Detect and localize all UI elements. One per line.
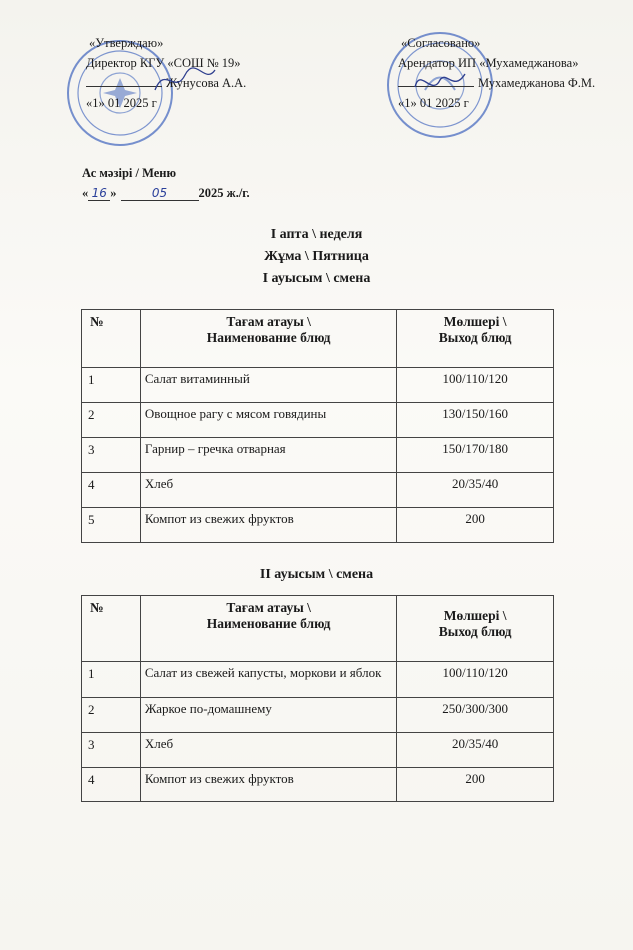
table-row bbox=[82, 368, 554, 403]
dish-name: Салат из свежей капусты, моркови и яблок bbox=[140, 662, 396, 698]
col-name-ru: Наименование блюд bbox=[206, 616, 331, 631]
dish-name: Салат витаминный bbox=[140, 368, 396, 403]
col-name-kz: Тағам атауы \ bbox=[226, 600, 311, 615]
col-qty-header bbox=[397, 596, 554, 662]
dish-quantity: 20/35/40 bbox=[397, 733, 554, 768]
approval-title: «Утверждаю» bbox=[89, 36, 164, 50]
col-qty-ru: Выход блюд bbox=[438, 330, 512, 345]
dish-name: Компот из свежих фруктов bbox=[140, 508, 396, 543]
col-qty-kz: Мөлшері \ bbox=[443, 608, 507, 623]
dish-quantity: 20/35/40 bbox=[397, 473, 554, 508]
row-number: 2 bbox=[82, 698, 141, 733]
date-day: 16 bbox=[88, 186, 110, 201]
row-number: 1 bbox=[82, 368, 141, 403]
approval-position: Арендатор ИП «Мухамеджанова» bbox=[398, 56, 579, 70]
day-title: Жұма \ Пятница bbox=[264, 249, 369, 264]
table-row bbox=[82, 733, 554, 768]
dish-name: Овощное рагу с мясом говядины bbox=[140, 403, 396, 438]
row-number: 5 bbox=[82, 508, 141, 543]
table-row bbox=[82, 508, 554, 543]
table-row bbox=[82, 403, 554, 438]
row-number: 4 bbox=[82, 473, 141, 508]
col-qty-header bbox=[397, 310, 554, 368]
date-month: 05 bbox=[121, 186, 199, 201]
table-row bbox=[82, 768, 554, 802]
row-number: 2 bbox=[82, 403, 141, 438]
dish-name: Гарнир – гречка отварная bbox=[140, 438, 396, 473]
week-title: I апта \ неделя bbox=[270, 227, 363, 242]
approval-name: Жунусова А.А. bbox=[166, 76, 247, 90]
dish-quantity: 130/150/160 bbox=[397, 403, 554, 438]
approval-date: «1» 01 2025 г bbox=[86, 96, 157, 110]
dish-quantity: 200 bbox=[397, 768, 554, 802]
table-row bbox=[82, 698, 554, 733]
approval-name: Мухамеджанова Ф.М. bbox=[478, 76, 596, 90]
menu-date bbox=[82, 186, 250, 201]
col-name-kz: Тағам атауы \ bbox=[226, 314, 311, 329]
row-number: 4 bbox=[82, 768, 141, 802]
signature-left bbox=[150, 60, 220, 100]
table-header-row bbox=[82, 596, 554, 662]
dish-quantity: 250/300/300 bbox=[397, 698, 554, 733]
date-open-quote: « bbox=[82, 186, 89, 200]
shift1-title: I ауысым \ смена bbox=[262, 271, 371, 286]
col-name-ru: Наименование блюд bbox=[206, 330, 331, 345]
col-name-header bbox=[140, 310, 396, 368]
table-row bbox=[82, 438, 554, 473]
menu-label: Ас мәзірі / Меню bbox=[82, 166, 177, 180]
dish-quantity: 200 bbox=[397, 508, 554, 543]
dish-name: Жаркое по-домашнему bbox=[140, 698, 396, 733]
approval-title: «Согласовано» bbox=[401, 36, 481, 50]
col-name-header bbox=[140, 596, 396, 662]
dish-name: Компот из свежих фруктов bbox=[140, 768, 396, 802]
approval-position: Директор КГУ «СОШ № 19» bbox=[86, 56, 241, 70]
row-number: 3 bbox=[82, 733, 141, 768]
shift2-menu-table bbox=[81, 595, 554, 802]
dish-name: Хлеб bbox=[140, 473, 396, 508]
row-number: 1 bbox=[82, 662, 141, 698]
signature-right bbox=[410, 62, 470, 102]
dish-quantity: 150/170/180 bbox=[397, 438, 554, 473]
shift2-title: II ауысым \ смена bbox=[259, 567, 374, 582]
approval-date: «1» 01 2025 г bbox=[398, 96, 469, 110]
col-num-header: № bbox=[82, 596, 141, 662]
dish-name: Хлеб bbox=[140, 733, 396, 768]
date-year: 2025 ж./г. bbox=[198, 186, 250, 200]
table-row bbox=[82, 662, 554, 698]
table-header-row bbox=[82, 310, 554, 368]
row-number: 3 bbox=[82, 438, 141, 473]
dish-quantity: 100/110/120 bbox=[397, 368, 554, 403]
col-qty-kz: Мөлшері \ bbox=[443, 314, 507, 329]
shift1-menu-table bbox=[81, 309, 554, 543]
col-qty-ru: Выход блюд bbox=[438, 624, 512, 639]
date-close-quote: » bbox=[110, 186, 117, 200]
table-row bbox=[82, 473, 554, 508]
dish-quantity: 100/110/120 bbox=[397, 662, 554, 698]
col-num-header: № bbox=[82, 310, 141, 368]
